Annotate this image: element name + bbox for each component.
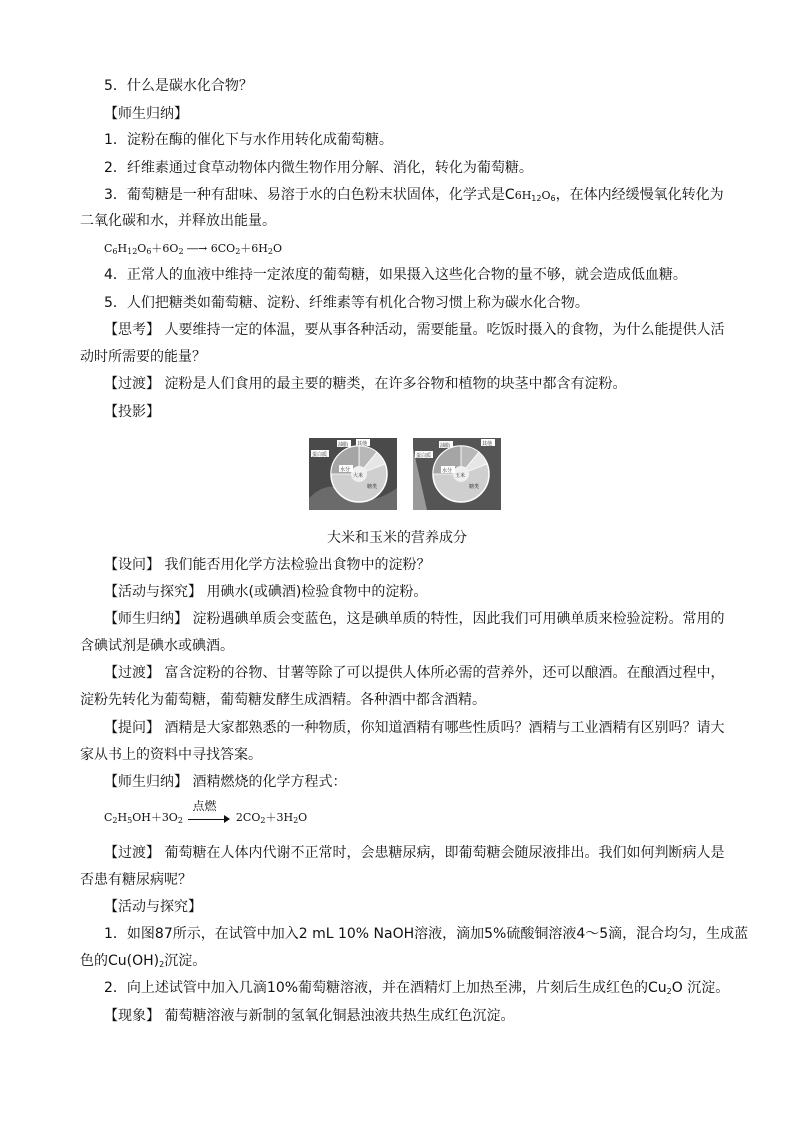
- activity-iodine: 【活动与探究】 用碘水(或碘酒)检验食物中的淀粉。: [104, 584, 428, 600]
- observation: 【现象】 葡萄糖溶液与新制的氢氧化铜悬浊液共热生成红色沉淀。: [104, 1008, 515, 1024]
- rice-label-carbs: 糖类: [367, 484, 378, 490]
- question-5: 5．什么是碳水化合物？: [104, 78, 253, 94]
- summary-iodine-cont: 含碘试剂是碘水或碘酒。: [80, 638, 234, 654]
- activity-step-2: 2．向上述试管中加入几滴10%葡萄糖溶液，并在酒精灯上加热至沸，片刻后生成红色的$Cu_2O$ 沉淀。: [104, 980, 730, 996]
- nutrition-figure: [309, 438, 493, 510]
- summary-iodine: 【师生归纳】 淀粉遇碘单质会变蓝色，这是碘单质的特性，因此我们可用碘单质来检验淀粉。常用的: [104, 611, 725, 627]
- rice-pie-photo: [309, 438, 397, 510]
- rice-label-other: 其他: [357, 441, 368, 447]
- rice-label-water: 水分: [340, 467, 351, 473]
- summary-item-5: 5．人们把糖类如葡萄糖、淀粉、纤维素等有机化合物习惯上称为碳水化合物。: [104, 295, 589, 311]
- question-starch-test: 【设问】 我们能否用化学方法检验出食物中的淀粉？: [104, 557, 431, 573]
- summary-item-4: 4．正常人的血液中维持一定浓度的葡萄糖，如果摄入这些化合物的量不够，就会造成低血糖。: [104, 267, 687, 283]
- corn-label-carbs: 糖类: [469, 484, 480, 490]
- transition-diabetes: 【过渡】 葡萄糖在人体内代谢不正常时，会患糖尿病，即葡萄糖会随尿液排出。我们如何判断病人是: [104, 845, 725, 861]
- rice-label-center: 大米: [353, 473, 364, 479]
- question-alcohol-cont: 家从书上的资料中寻找答案。: [80, 747, 262, 763]
- ethanol-combustion-equation: $C_2H_5OH+3O_2$ 点燃 $2CO_2+3H_2O$: [104, 808, 744, 831]
- reaction-arrow: 点燃: [186, 808, 232, 828]
- corn-pie-photo: [413, 438, 501, 510]
- projection-heading: 【投影】: [104, 404, 160, 420]
- rice-label-oil: 油脂: [338, 442, 349, 448]
- summary-item-3: 3．葡萄糖是一种有甜味、易溶于水的白色粉末状固体，化学式是$C6H_{12}O_6$，在体内经缓慢氧化转化为: [104, 187, 724, 203]
- transition-wine-cont: 淀粉先转化为葡萄糖，葡萄糖发酵生成酒精。各种酒中都含酒精。: [80, 692, 486, 708]
- summary-item-3-cont: 二氧化碳和水，并释放出能量。: [80, 213, 276, 229]
- think-paragraph-cont: 动时所需要的能量？: [80, 349, 206, 365]
- think-paragraph: 【思考】 人要维持一定的体温，要从事各种活动，需要能量。吃饭时摄入的食物，为什么能提供人活: [104, 322, 725, 338]
- activity-heading: 【活动与探究】: [104, 899, 202, 915]
- glucose-oxidation-equation: $C_6H_{12}O_6+6O_2$ ―→ $6CO_2+6H_2O$: [104, 242, 283, 256]
- corn-label-protein: 蛋白质: [416, 453, 432, 459]
- corn-label-water: 水分: [442, 468, 453, 474]
- corn-label-oil: 油脂: [440, 443, 451, 449]
- summary-item-1: 1．淀粉在酶的催化下与水作用转化成葡萄糖。: [104, 132, 393, 148]
- corn-label-center: 玉米: [455, 473, 466, 479]
- corn-label-other: 其他: [482, 441, 493, 447]
- activity-step-1-cont: 色的$Cu(OH)_2$沉淀。: [80, 953, 207, 969]
- rice-label-protein: 蛋白质: [312, 452, 328, 458]
- transition-diabetes-cont: 否患有糖尿病呢？: [80, 872, 192, 888]
- transition-starch: 【过渡】 淀粉是人们食用的最主要的糖类，在许多谷物和植物的块茎中都含有淀粉。: [104, 376, 627, 392]
- summary-combustion: 【师生归纳】 酒精燃烧的化学方程式：: [104, 774, 347, 790]
- activity-step-1: 1．如图87所示，在试管中加入2 mL 10% NaOH溶液，滴加5%硫酸铜溶液4～5滴，混合均匀，生成蓝: [104, 926, 749, 942]
- transition-wine: 【过渡】 富含淀粉的谷物、甘薯等除了可以提供人体所必需的营养外，还可以酿酒。在酿酒过程中，: [104, 665, 725, 681]
- summary-item-2: 2．纤维素通过食草动物体内微生物作用分解、消化，转化为葡萄糖。: [104, 160, 533, 176]
- question-alcohol: 【提问】 酒精是大家都熟悉的一种物质，你知道酒精有哪些性质吗？酒精与工业酒精有区别吗？请大: [104, 720, 725, 736]
- figure-caption: 大米和玉米的营养成分: [327, 530, 467, 546]
- section-summary-heading: 【师生归纳】: [104, 106, 188, 122]
